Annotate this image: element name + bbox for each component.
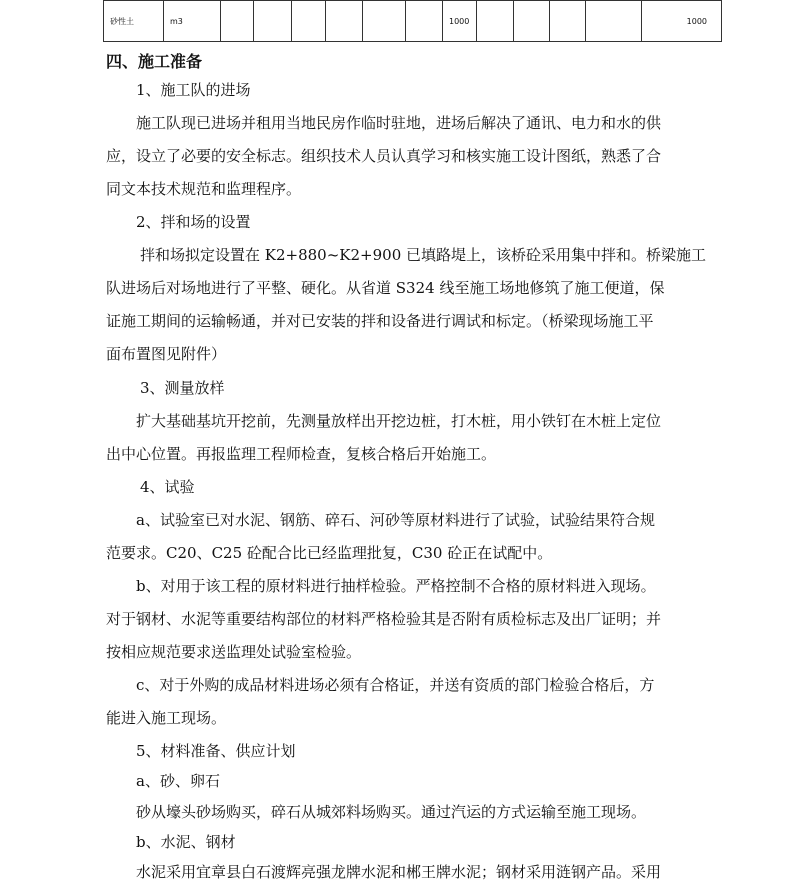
body-line: 4、试验: [140, 478, 195, 496]
table-cell: [406, 1, 443, 42]
table-cell: [292, 1, 326, 42]
body-line: a、试验室已对水泥、钢筋、碎石、河砂等原材料进行了试验，试验结果符合规: [136, 511, 655, 529]
table-cell-value-b: 1000: [642, 1, 722, 42]
body-line: 按相应规范要求送监理处试验室检验。: [106, 643, 362, 661]
body-line: b、对用于该工程的原材料进行抽样检验。严格控制不合格的原材料进入现场。: [136, 577, 656, 595]
body-line: 同文本技术规范和监理程序。: [106, 180, 302, 198]
body-line: c、对于外购的成品材料进场必须有合格证，并送有资质的部门检验合格后，方: [136, 676, 655, 694]
body-line: 3、测量放样: [140, 379, 225, 397]
table-cell: [326, 1, 363, 42]
body-line: 施工队现已进场并租用当地民房作临时驻地，进场后解决了通讯、电力和水的供: [136, 114, 662, 132]
body-line: 水泥采用宜章县白石渡辉亮强龙牌水泥和郴王牌水泥；钢材采用涟钢产品。采用: [136, 863, 662, 881]
body-line: b、水泥、钢材: [136, 833, 236, 851]
body-line: 2、拌和场的设置: [136, 213, 251, 231]
table-cell: [363, 1, 406, 42]
body-line: 5、材料准备、供应计划: [136, 742, 296, 760]
body-line: 1、施工队的进场: [136, 81, 251, 99]
body-line: 应，设立了必要的安全标志。组织技术人员认真学习和核实施工设计图纸，熟悉了合: [106, 147, 662, 165]
body-line: 拌和场拟定设置在 K2+880~K2+900 已填路堤上，该桥砼采用集中拌和。桥梁施工: [140, 246, 707, 264]
body-line: a、砂、卵石: [136, 772, 220, 790]
table-cell: [221, 1, 254, 42]
table-cell: [514, 1, 550, 42]
body-line: 扩大基础基坑开挖前，先测量放样出开挖边桩，打木桩，用小铁钉在木桩上定位: [136, 412, 662, 430]
table-cell-unit: m3: [164, 1, 221, 42]
table-cell-name: 砂性土: [104, 1, 164, 42]
materials-table-row: [103, 0, 722, 42]
body-line: 证施工期间的运输畅通，并对已安装的拌和设备进行调试和标定。（桥梁现场施工平: [106, 312, 654, 330]
table-cell: [254, 1, 292, 42]
body-line: 队进场后对场地进行了平整、硬化。从省道 S324 线至施工场地修筑了施工便道，保: [106, 279, 665, 297]
table-cell: [550, 1, 586, 42]
body-line: 能进入施工现场。: [106, 709, 227, 727]
table-cell: [586, 1, 642, 42]
section-heading: 四、施工准备: [106, 52, 203, 71]
table-cell: [477, 1, 514, 42]
body-line: 对于钢材、水泥等重要结构部位的材料严格检验其是否附有质检标志及出厂证明；并: [106, 610, 662, 628]
body-line: 范要求。C20、C25 砼配合比已经监理批复，C30 砼正在试配中。: [106, 544, 553, 562]
body-line: 面布置图见附件）: [106, 345, 227, 363]
body-line: 出中心位置。再报监理工程师检查，复核合格后开始施工。: [106, 445, 497, 463]
table-cell-value-a: 1000: [443, 1, 477, 42]
body-line: 砂从壕头砂场购买，碎石从城郊料场购买。通过汽运的方式运输至施工现场。: [136, 803, 647, 821]
